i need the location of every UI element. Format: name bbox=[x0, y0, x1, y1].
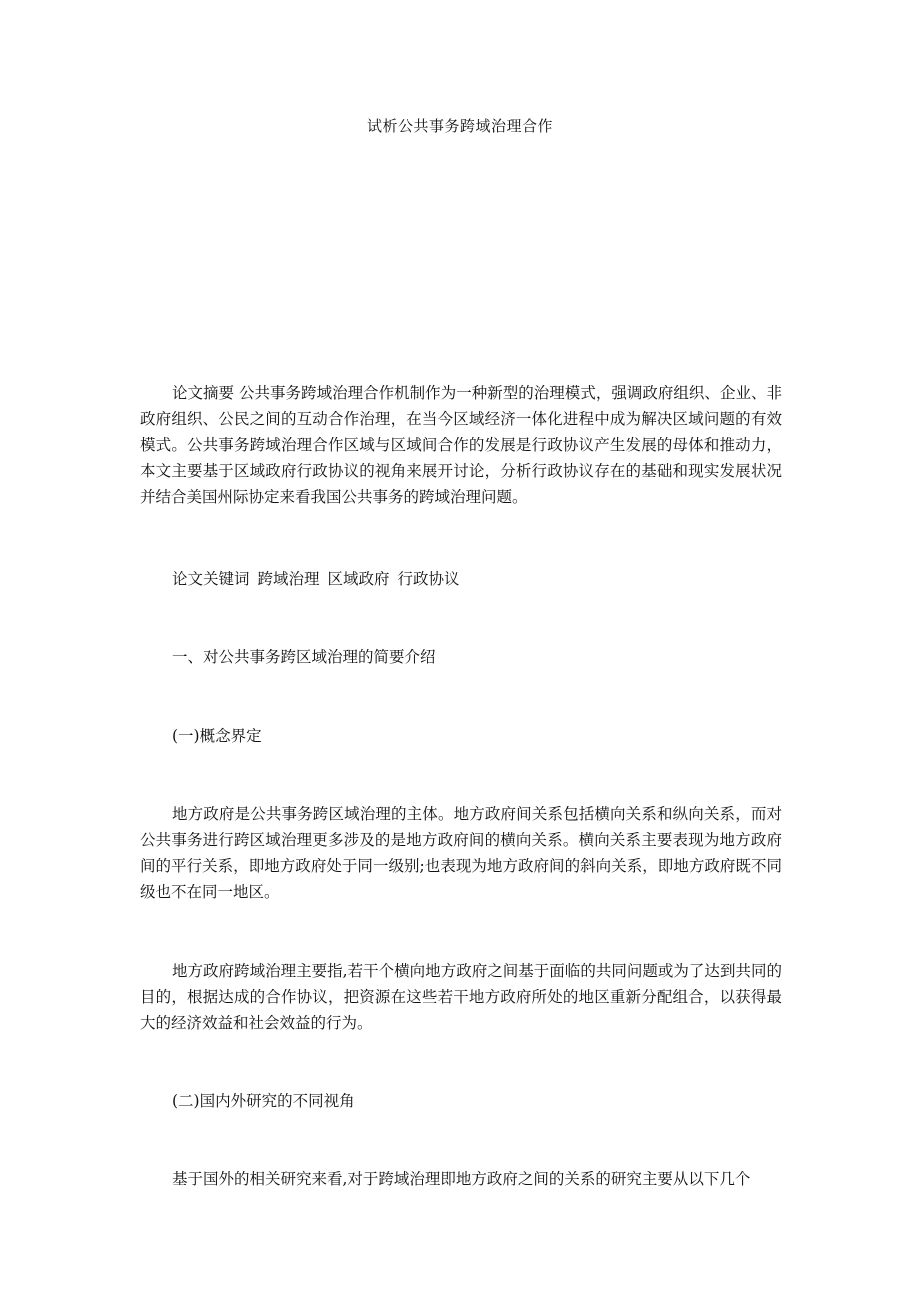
keywords-label: 论文关键词 bbox=[172, 570, 250, 588]
keywords-line bbox=[172, 566, 772, 592]
body-paragraph: 地方政府是公共事务跨区域治理的主体。地方政府间关系包括横向关系和纵向关系，而对公共事务进行跨区域治理更多涉及的是地方政府间的横向关系。横向关系主要表现为地方政府间的平行关系，即地方政府处于同一级别;也表现为地方政府间的斜向关系，即地方政府既不同级也不在同一地区。 bbox=[140, 805, 782, 901]
document-title: 试析公共事务跨域治理合作 bbox=[366, 117, 553, 135]
abstract-paragraph: 论文摘要 公共事务跨域治理合作机制作为一种新型的治理模式，强调政府组织、企业、非政府组织、公民之间的互动合作治理，在当今区域经济一体化进程中成为解决区域问题的有效模式。公共事务跨域治理合作区域与区域间合作的发展是行政协议产生发展的母体和推动力，本文主要基于区域政府行政协议的视角来展开讨论，分析行政协议存在的基础和现实发展状况并结合美国州际协定来看我国公共事务的跨域治理问题。 bbox=[140, 384, 782, 506]
section-heading: 一、对公共事务跨区域治理的简要介绍 bbox=[172, 648, 436, 666]
keyword-item: 跨域治理 bbox=[257, 570, 320, 588]
keyword-item: 行政协议 bbox=[397, 570, 460, 588]
subsection-heading: (二)国内外研究的不同视角 bbox=[172, 1092, 355, 1110]
body-paragraph: 基于国外的相关研究来看,对于跨域治理即地方政府之间的关系的研究主要从以下几个 bbox=[172, 1170, 751, 1188]
body-paragraph: 地方政府跨域治理主要指,若干个横向地方政府之间基于面临的共同问题或为了达到共同的目的，根据达成的合作协议，把资源在这些若干地方政府所处的地区重新分配组合，以获得最大的经济效益和社会效益的行为。 bbox=[140, 962, 782, 1032]
subsection-heading: (一)概念界定 bbox=[172, 727, 262, 745]
keyword-item: 区域政府 bbox=[327, 570, 390, 588]
